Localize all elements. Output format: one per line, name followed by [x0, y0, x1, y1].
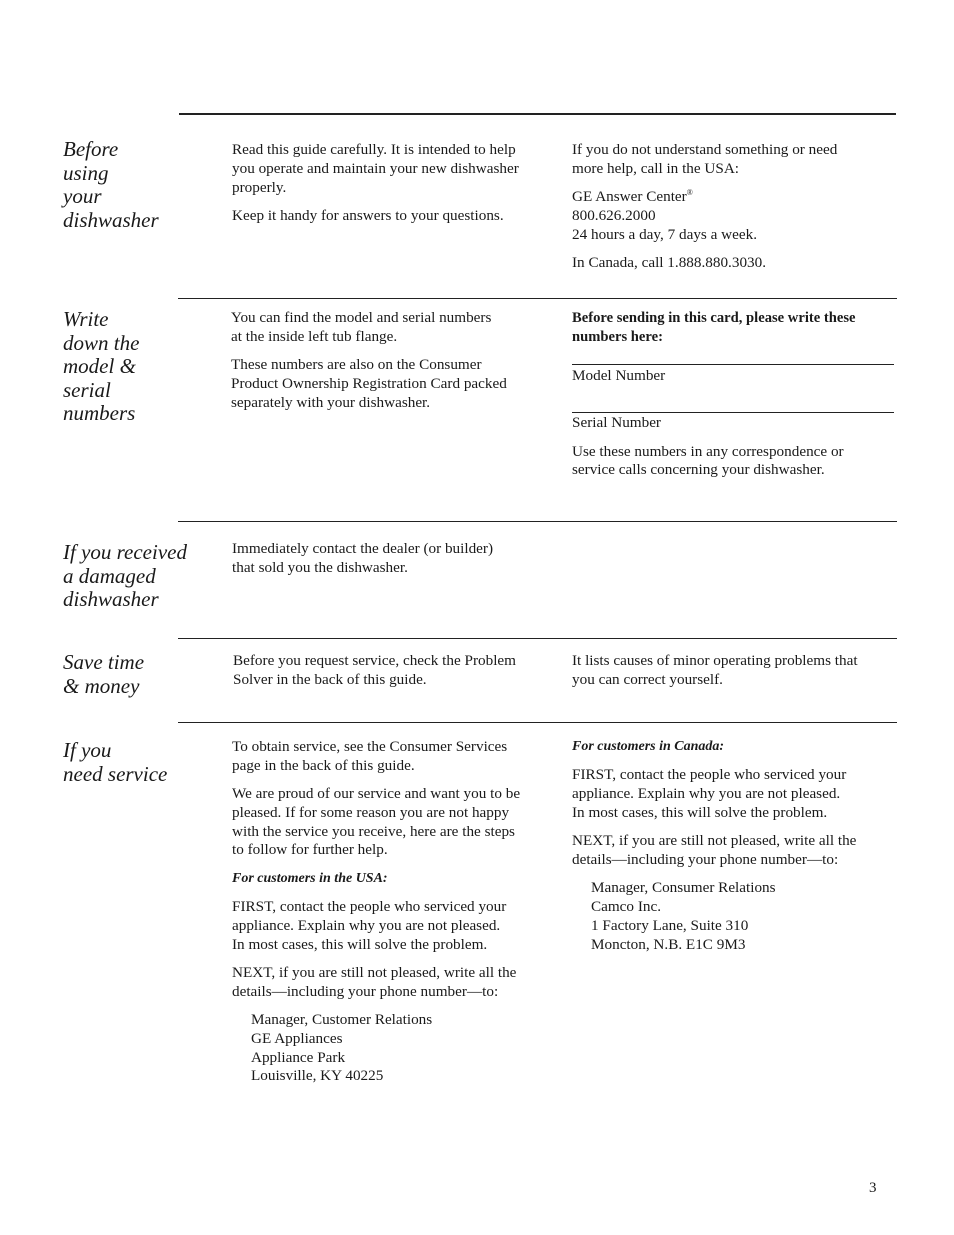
model-right-column: [572, 309, 894, 490]
canada-customers-label: For customers in Canada:: [572, 739, 725, 754]
model-location-text: You can find the model and serial numbers at the inside left tub flange.: [231, 309, 492, 345]
numbers-usage-text: Use these numbers in any correspondence or service calls concerning your dishwasher.: [572, 442, 844, 479]
heading-service: If you need service: [63, 738, 168, 786]
before-keep-text: Keep it handy for answers to your questions.: [232, 206, 504, 224]
section-divider-damaged: [178, 521, 897, 522]
section-divider-top: [179, 113, 896, 115]
before-left-column: [232, 141, 562, 235]
section-divider-service: [178, 722, 897, 723]
canada-phone-text: In Canada, call 1.888.880.3030.: [572, 253, 767, 271]
before-intro-text: Read this guide carefully. It is intended to help you operate and maintain your new dishwasher properly.: [232, 141, 519, 196]
model-number-field-line: [572, 364, 894, 365]
before-help-text: If you do not understand something or need more help, call in the USA:: [572, 141, 838, 177]
damaged-contact-text: Immediately contact the dealer (or builder) that sold you the dishwasher.: [232, 540, 494, 576]
heading-before-using: Before using your dishwasher: [63, 137, 159, 232]
serial-number-label: Serial Number: [572, 414, 661, 432]
canada-first-step: FIRST, contact the people who serviced your appliance. Explain why you are not pleased. In most cases, this will solve the problem.: [572, 766, 847, 821]
minor-problems-text: It lists causes of minor operating problems that you can correct yourself.: [572, 652, 858, 688]
usa-first-step: FIRST, contact the people who serviced your appliance. Explain why you are not pleased. In most cases, this will solve the problem.: [232, 898, 507, 953]
canada-next-step: NEXT, if you are still not pleased, write all the details—including your phone number—to:: [572, 832, 857, 868]
before-right-column: [572, 141, 902, 282]
save-right-column: [572, 652, 902, 699]
heading-damaged: If you received a damaged dishwasher: [63, 540, 187, 611]
service-left-column: [232, 738, 562, 1096]
answer-center-name: GE Answer Center: [572, 188, 687, 206]
write-numbers-instruction: Before sending in this card, please write these numbers here:: [572, 310, 856, 345]
section-divider-model: [178, 298, 897, 299]
save-left-column: [233, 652, 563, 699]
model-number-label: Model Number: [572, 366, 666, 384]
canada-address: Manager, Consumer Relations Camco Inc. 1 Factory Lane, Suite 310 Moncton, N.B. E1C 9M3: [591, 879, 776, 953]
page-number: 3: [869, 1180, 877, 1196]
service-right-column: [572, 738, 902, 964]
usa-next-step: NEXT, if you are still not pleased, write all the details—including your phone number—to:: [232, 963, 517, 1000]
answer-center-block: [572, 188, 902, 244]
usa-customers-label: For customers in the USA:: [232, 870, 388, 886]
registered-mark: ®: [686, 188, 693, 198]
serial-number-field-line: [572, 412, 894, 413]
model-card-text: These numbers are also on the Consumer Product Ownership Registration Card packed separately with your dishwasher.: [231, 356, 507, 411]
heading-save-time: Save time & money: [63, 650, 145, 698]
service-obtain-text: To obtain service, see the Consumer Services page in the back of this guide.: [232, 738, 508, 774]
section-divider-save: [178, 638, 897, 639]
usa-address: Manager, Customer Relations GE Appliances Appliance Park Louisville, KY 40225: [251, 1011, 433, 1085]
service-proud-text: We are proud of our service and want you to be pleased. If for some reason you are not happy with the service you receive, here are the steps to follow for further help.: [232, 785, 521, 859]
problem-solver-text: Before you request service, check the Problem Solver in the back of this guide.: [233, 652, 516, 688]
heading-model-serial: Write down the model & serial numbers: [63, 307, 140, 425]
answer-center-phone: 800.626.2000 24 hours a day, 7 days a week.: [572, 206, 758, 243]
damaged-left-column: [232, 540, 562, 587]
model-left-column: [231, 309, 561, 422]
